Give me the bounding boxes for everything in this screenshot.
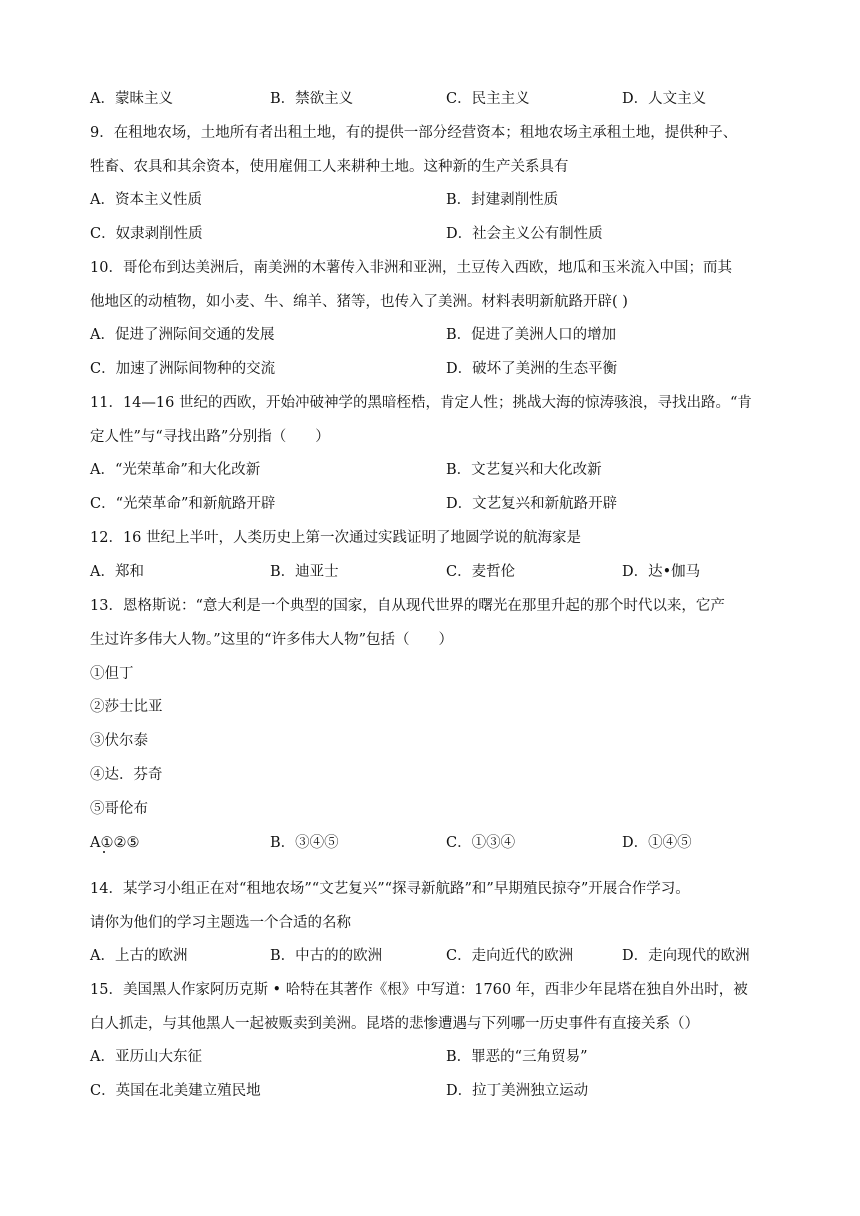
q13-stem-line2: 生过许多伟大人物。”这里的“许多伟大人物”包括（ ） [90,632,453,648]
q12-option-b: B．迪亚士 [270,564,339,580]
q12-stem-line1: 12．16 世纪上半叶，人类历史上第一次通过实践证明了地圆学说的航海家是 [90,530,582,546]
q14-stem-line1: 14．某学习小组正在对“租地农场”“文艺复兴”“探寻新航路”和”早期殖民掠夺”开展合作学习。 [90,881,690,897]
q8-option-b: B．禁欲主义 [270,91,354,107]
q8-option-a: A．蒙昧主义 [90,91,173,107]
q13-item-4: ④达．芬奇 [90,767,163,783]
q13-option-a: A①②⑤ [90,835,140,851]
q15-option-b: B．罪恶的“三角贸易” [446,1049,588,1065]
q13-option-b: B．③④⑤ [270,835,339,851]
q14-option-c: C．走向近代的欧洲 [446,948,574,964]
q13-option-d: D．①④⑤ [622,835,692,851]
q10-stem-line1: 10．哥伦布到达美洲后，南美洲的木薯传入非洲和亚洲，土豆传入西欧，地瓜和玉米流入中国；而其 [90,260,732,276]
q10-option-b: B．促进了美洲人口的增加 [446,327,617,343]
q9-option-c: C．奴隶剥削性质 [90,226,203,242]
q14-option-b: B．中古的的欧洲 [270,948,383,964]
q11-stem-line2: 定人性”与“寻找出路”分别指（ ） [90,429,330,445]
q9-stem-line1: 9．在租地农场，土地所有者出租土地，有的提供一部分经营资本；租地农场主承租土地，提供种子、 [90,125,738,141]
q14-stem-line2: 请你为他们的学习主题选一个合适的名称 [90,915,351,931]
q15-stem-line2: 白人抓走，与其他黑人一起被贩卖到美洲。昆塔的悲惨遭遇与下列哪一历史事件有直接关系（） [90,1016,699,1032]
q12-option-c: C．麦哲伦 [446,564,516,580]
q9-option-b: B．封建剥削性质 [446,192,559,208]
q12-option-a: A．郑和 [90,564,144,580]
q14-option-a: A．上古的欧洲 [90,948,188,964]
q11-option-d: D．文艺复兴和新航路开辟 [446,496,618,512]
q14-option-d: D．走向现代的欧洲 [622,948,750,964]
q8-option-d: D．人文主义 [622,91,707,107]
q8-option-c: C．民主主义 [446,91,530,107]
q9-option-a: A．资本主义性质 [90,192,202,208]
stray-dot [103,851,105,853]
q13-stem-line1: 13．恩格斯说：“意大利是一个典型的国家，自从现代世界的曙光在那里升起的那个时代以来，它产 [90,598,725,614]
q15-option-c: C．英国在北美建立殖民地 [90,1083,261,1099]
q10-option-d: D．破坏了美洲的生态平衡 [446,361,618,377]
q10-stem-line2: 他地区的动植物，如小麦、牛、绵羊、猪等，也传入了美洲。材料表明新航路开辟( ) [90,294,628,310]
q13-item-5: ⑤哥伦布 [90,801,148,817]
q11-option-b: B．文艺复兴和大化改新 [446,462,602,478]
q15-stem-line1: 15．美国黑人作家阿历克斯 • 哈特在其著作《根》中写道：1760 年，西非少年昆塔在独自外出时，被 [90,982,748,998]
q11-stem-line1: 11．14—16 世纪的西欧，开始冲破神学的黑暗桎梏，肯定人性；挑战大海的惊涛骇浪，寻找出路。“肯 [90,395,752,411]
q10-option-c: C．加速了洲际间物种的交流 [90,361,276,377]
q11-option-c: C．“光荣革命”和新航路开辟 [90,496,276,512]
q13-option-c: C．①③④ [446,835,516,851]
q12-option-d: D．达•伽马 [622,564,701,580]
q13-item-2: ②莎士比亚 [90,699,163,715]
q13-item-3: ③伏尔泰 [90,733,148,749]
q15-option-a: A．亚历山大东征 [90,1049,202,1065]
q9-option-d: D．社会主义公有制性质 [446,226,603,242]
q10-option-a: A．促进了洲际间交通的发展 [90,327,275,343]
q11-option-a: A．“光荣革命”和大化改新 [90,462,261,478]
q13-item-1: ①但丁 [90,666,134,682]
q15-option-d: D．拉丁美洲独立运动 [446,1083,589,1099]
q9-stem-line2: 牲畜、农具和其余资本，使用雇佣工人来耕种土地。这种新的生产关系具有 [90,159,569,175]
